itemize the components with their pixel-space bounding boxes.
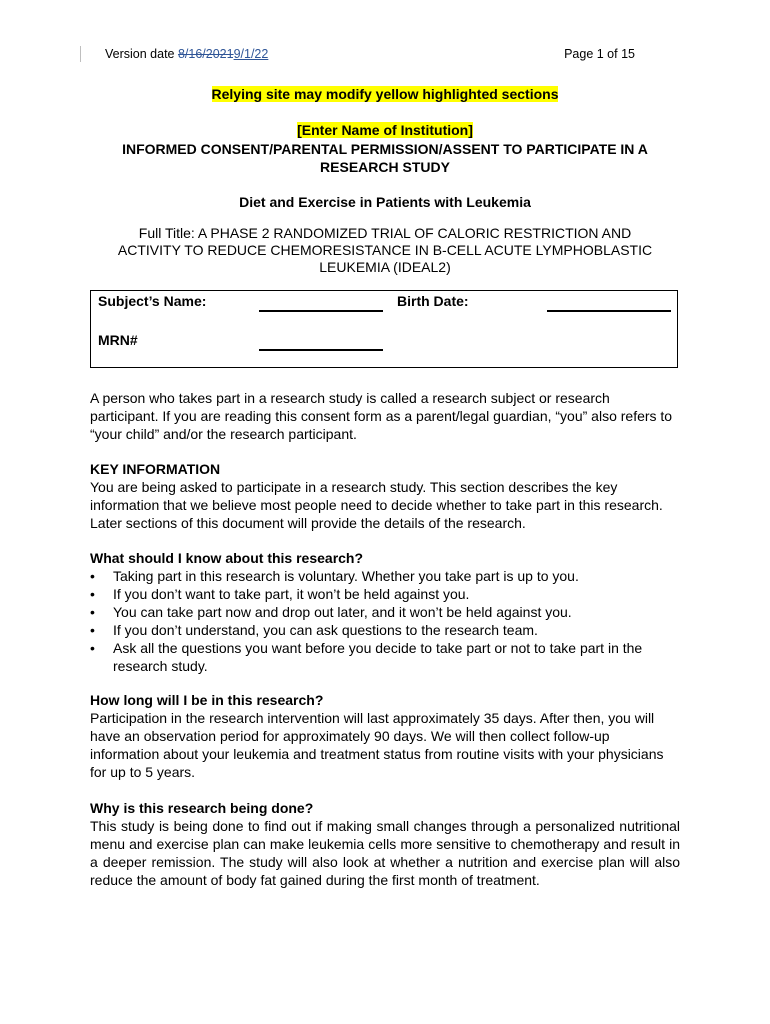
full-title-line: Full Title: A PHASE 2 RANDOMIZED TRIAL OF CALORIC RESTRICTION AND bbox=[138, 225, 632, 241]
key-information-text: You are being asked to participate in a research study. This section describes the key information that we believe most people need to decide whether to take part in this research. Later sections of this document will provide the details of the research. bbox=[90, 479, 663, 531]
relying-site-note bbox=[90, 86, 680, 102]
version-date-inserted: 9/1/22 bbox=[233, 47, 269, 61]
bullet-icon: • bbox=[90, 568, 95, 584]
page-number: Page 1 of 15 bbox=[564, 47, 635, 61]
birth-date-label: Birth Date: bbox=[397, 293, 469, 309]
list-item-text: Ask all the questions you want before you decide to take part or not to take part in the research study. bbox=[113, 640, 643, 674]
why-done-text: This study is being done to find out if making small changes through a personalized nutritional menu and exercise plan can make leukemia cells more sensitive to chemotherapy and result in a deeper remission. The study will also look at whether a nutrition and exercise plan will also reduce the amount of body fat gained during the first month of treatment. bbox=[90, 818, 680, 888]
bullet-icon: • bbox=[90, 640, 95, 656]
how-long-text: Participation in the research intervention will last approximately 35 days. After then, you will have an observation period for approximately 90 days. We will then collect follow-up information about your leukemia and treatment status from routine visits with your physicians for up to 5 years. bbox=[90, 710, 664, 780]
margin-marker bbox=[80, 46, 81, 62]
key-information-heading: KEY INFORMATION bbox=[90, 461, 221, 477]
study-full-title bbox=[90, 225, 680, 276]
key-information-section bbox=[90, 460, 680, 532]
full-title-line: LEUKEMIA (IDEAL2) bbox=[319, 259, 451, 275]
version-date-deleted: 8/16/2021 bbox=[177, 47, 234, 61]
list-item bbox=[90, 621, 680, 639]
intro-paragraph: A person who takes part in a research study is called a research subject or research participant. If you are reading this consent form as a parent/legal guardian, “you” also refers to “your child” and/or the research participant. bbox=[90, 390, 673, 442]
list-item-text: You can take part now and drop out later, and it won’t be held against you. bbox=[113, 604, 572, 620]
version-date bbox=[105, 47, 268, 61]
form-title-line: RESEARCH STUDY bbox=[320, 159, 450, 175]
page-header bbox=[105, 47, 635, 63]
institution-placeholder: [Enter Name of Institution] bbox=[297, 122, 473, 138]
what-to-know-list bbox=[90, 567, 680, 675]
how-long-heading: How long will I be in this research? bbox=[90, 692, 324, 708]
list-item-text: If you don’t understand, you can ask questions to the research team. bbox=[113, 622, 538, 638]
subject-name-field[interactable] bbox=[259, 310, 383, 312]
list-item bbox=[90, 567, 680, 585]
list-item bbox=[90, 603, 680, 621]
list-item-text: Taking part in this research is voluntary. Whether you take part is up to you. bbox=[113, 568, 579, 584]
why-done-section bbox=[90, 799, 680, 889]
what-to-know-section bbox=[90, 549, 680, 675]
bullet-icon: • bbox=[90, 604, 95, 620]
what-to-know-heading: What should I know about this research? bbox=[90, 550, 364, 566]
why-done-heading: Why is this research being done? bbox=[90, 800, 314, 816]
list-item bbox=[90, 585, 680, 603]
subject-name-label: Subject’s Name: bbox=[98, 293, 207, 309]
bullet-icon: • bbox=[90, 622, 95, 638]
how-long-section bbox=[90, 691, 680, 781]
list-item-text: If you don’t want to take part, it won’t be held against you. bbox=[113, 586, 470, 602]
study-short-title: Diet and Exercise in Patients with Leukemia bbox=[239, 194, 531, 210]
mrn-label: MRN# bbox=[98, 332, 138, 348]
list-item bbox=[90, 639, 680, 675]
full-title-line: ACTIVITY TO REDUCE CHEMORESISTANCE IN B-CELL ACUTE LYMPHOBLASTIC bbox=[117, 242, 653, 258]
subject-info-box bbox=[90, 290, 678, 368]
birth-date-field[interactable] bbox=[547, 310, 671, 312]
form-title bbox=[90, 140, 680, 176]
version-label: Version date bbox=[105, 47, 178, 61]
bullet-icon: • bbox=[90, 586, 95, 602]
relying-site-note-text: Relying site may modify yellow highlighted sections bbox=[211, 86, 559, 102]
institution-name bbox=[90, 122, 680, 138]
form-title-line: INFORMED CONSENT/PARENTAL PERMISSION/ASSENT TO PARTICIPATE IN A bbox=[122, 141, 648, 157]
mrn-field[interactable] bbox=[259, 349, 383, 351]
